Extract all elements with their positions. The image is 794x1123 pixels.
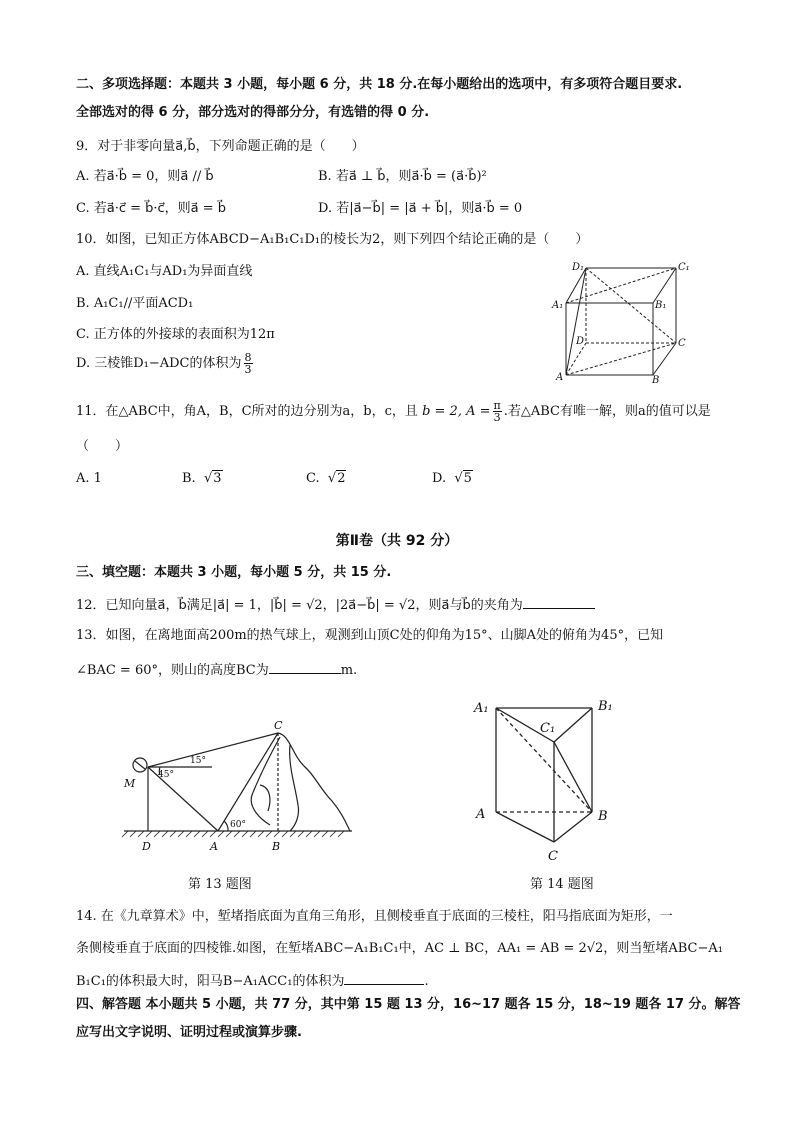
q14-label-b: B xyxy=(598,809,608,824)
q13-figure xyxy=(120,715,360,855)
q12-answer-blank[interactable] xyxy=(523,594,595,609)
q13-line1: 13．如图，在离地面高200m的热气球上，观测到山顶C处的仰角为15°、山脚A处的俯角为45°，已知 xyxy=(76,628,664,643)
q9-option-a: A. 若a⃗·b⃗ = 0，则a⃗ // b⃗ xyxy=(76,169,214,184)
section2-header-line2: 全部选对的得 6 分，部分选对的得部分分，有选错的得 0 分. xyxy=(76,105,430,120)
q9-option-c: C. 若a⃗·c⃗ = b⃗·c⃗，则a⃗ = b⃗ xyxy=(76,201,227,216)
q14-caption: 第 14 题图 xyxy=(530,877,594,892)
q14-line1: 14. 在《九章算术》中，堑堵指底面为直角三角形，且侧棱垂直于底面的三棱柱，阳马指底面为矩形，一 xyxy=(76,909,673,924)
q13-line2-post: m. xyxy=(340,663,358,678)
radicand: 3 xyxy=(213,471,222,486)
q13-line2-pre: ∠BAC = 60°，则山的高度BC为 xyxy=(76,663,269,678)
q9-option-b: B. 若a⃗ ⊥ b⃗，则a⃗·b⃗ = (a⃗·b⃗)² xyxy=(318,169,487,184)
q10-option-a: A. 直线A₁C₁与AD₁为异面直线 xyxy=(76,264,253,279)
cube-label-d: D xyxy=(576,336,585,347)
q14-line2: 条侧棱垂直于底面的四棱锥.如图，在堑堵ABC−A₁B₁C₁中，AC ⊥ BC，AA₁ = AB = 2√2，则当堑堵ABC−A₁ xyxy=(76,941,723,956)
cube-label-c: C xyxy=(678,338,686,349)
q11-option-b xyxy=(182,470,223,488)
q11-option-d xyxy=(432,470,473,488)
cube-label-c1: C₁ xyxy=(678,262,690,273)
section3-header: 三、填空题：本题共 3 小题，每小题 5 分，共 15 分. xyxy=(76,565,392,580)
cube-label-a: A xyxy=(556,372,564,383)
sqrt-5: √5 xyxy=(454,471,472,486)
part2-title: 第Ⅱ卷（共 92 分） xyxy=(335,533,459,549)
q13-label-d: D xyxy=(142,840,151,853)
q13-angle-60: 60° xyxy=(230,820,246,830)
q14-label-a: A xyxy=(476,807,486,822)
q12-text: 12．已知向量a⃗，b⃗满足|a⃗| = 1，|b⃗| = √2，|2a⃗−b⃗| = √2，则a⃗与b⃗的夹角为 xyxy=(76,598,523,613)
q10-option-d-text: D. 三棱锥D₁−ADC的体积为 xyxy=(76,356,242,371)
q11-option-a: A. 1 xyxy=(76,471,102,486)
q11-stem-post: .若△ABC有唯一解，则a的值可以是 xyxy=(503,404,711,419)
q9-option-d: D. 若|a⃗−b⃗| = |a⃗ + b⃗|，则a⃗·b⃗ = 0 xyxy=(318,201,523,216)
sqrt-2: √2 xyxy=(327,471,346,486)
q10-stem: 10．如图，已知正方体ABCD−A₁B₁C₁D₁的棱长为2，则下列四个结论正确的是（ ） xyxy=(76,232,589,247)
q12-line xyxy=(76,594,595,615)
cube-label-a1: A₁ xyxy=(552,300,564,311)
q13-answer-blank[interactable] xyxy=(269,659,341,674)
section4-header-line1: 四、解答题 本小题共 5 小题，共 77 分，其中第 15 题 13 分，16~17 题各 15 分，18~19 题各 17 分。解答 xyxy=(76,997,741,1012)
q9-stem: 9．对于非零向量a⃗,b⃗，下列命题正确的是（ ） xyxy=(76,139,365,154)
q14-label-c: C xyxy=(548,849,558,864)
q10-option-d xyxy=(76,352,255,375)
q11-paren: （ ） xyxy=(76,439,129,454)
q14-line3-pre: B₁C₁的体积最大时，阳马B−A₁ACC₁的体积为 xyxy=(76,974,345,989)
sqrt-3: √3 xyxy=(203,471,222,486)
q11-option-c xyxy=(306,470,346,488)
cube-label-b1: B₁ xyxy=(655,300,667,311)
q14-line3-post: . xyxy=(424,974,429,989)
section4-header-line2: 应写出文字说明、证明过程或演算步骤. xyxy=(76,1025,302,1040)
frac-den: 3 xyxy=(244,363,252,376)
fraction-8-3 xyxy=(244,352,253,375)
frac-num: π xyxy=(493,399,501,412)
q11-condition: b = 2, A = xyxy=(422,404,491,419)
cube-label-b: B xyxy=(652,375,660,386)
cube-figure xyxy=(548,258,698,388)
q14-label-a1: A₁ xyxy=(474,701,489,716)
radicand: 2 xyxy=(337,471,346,486)
q13-angle-15: 15° xyxy=(190,756,206,766)
q13-caption: 第 13 题图 xyxy=(188,877,252,892)
q11-stem-pre: 11．在△ABC中，角A，B，C所对的边分别为a，b，c，且 xyxy=(76,404,418,419)
q13-line2 xyxy=(76,659,357,680)
fraction-pi-3 xyxy=(493,400,502,423)
radicand: 5 xyxy=(463,471,472,486)
q11-stem xyxy=(76,400,711,423)
q13-angle-45: 45° xyxy=(158,770,174,780)
q11-option-d-label: D. xyxy=(432,471,447,486)
q14-line3 xyxy=(76,970,429,991)
frac-den: 3 xyxy=(493,411,501,424)
q14-answer-blank[interactable] xyxy=(344,970,424,985)
section2-header-line1: 二、多项选择题：本题共 3 小题，每小题 6 分，共 18 分.在每小题给出的选项中，有多项符合题目要求. xyxy=(76,77,683,92)
q13-label-b: B xyxy=(272,840,281,853)
q11-option-c-label: C. xyxy=(306,471,320,486)
q13-label-m: M xyxy=(124,777,136,790)
q10-option-c: C. 正方体的外接球的表面积为12π xyxy=(76,327,275,342)
q14-figure xyxy=(470,692,630,867)
q14-label-b1: B₁ xyxy=(598,699,613,714)
frac-num: 8 xyxy=(244,351,252,364)
q10-option-b: B. A₁C₁//平面ACD₁ xyxy=(76,296,194,311)
q14-label-c1: C₁ xyxy=(540,721,556,736)
q13-label-a: A xyxy=(210,840,218,853)
q11-option-b-label: B. xyxy=(182,471,196,486)
cube-label-d1: D₁ xyxy=(572,262,585,273)
q13-label-c: C xyxy=(274,719,283,732)
